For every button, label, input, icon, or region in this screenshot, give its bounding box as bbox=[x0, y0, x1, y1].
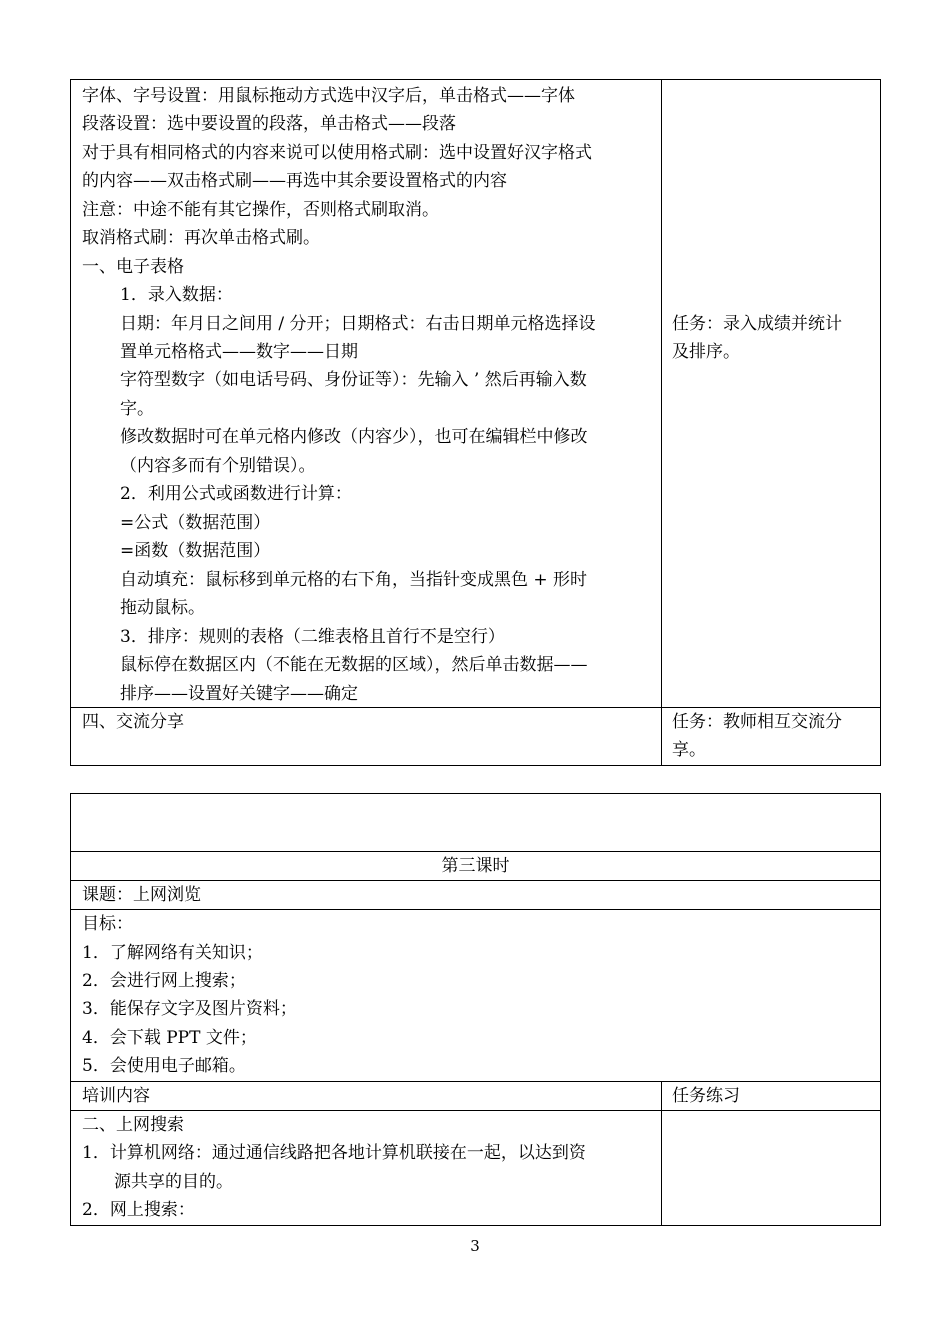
table-2-row-divider bbox=[70, 1081, 881, 1082]
text-line: 字符型数字（如电话号码、身份证等）：先输入 ’ 然后再输入数 bbox=[120, 370, 587, 390]
text-line: 日期：年月日之间用 / 分开；日期格式：右击日期单元格选择设 bbox=[120, 314, 596, 334]
text-line: 鼠标停在数据区内（不能在无数据的区域），然后单击数据—— bbox=[120, 655, 588, 675]
text-line: 排序——设置好关键字——确定 bbox=[120, 684, 358, 704]
text-line: 置单元格格式——数字——日期 bbox=[120, 342, 358, 362]
task-text: 及排序。 bbox=[672, 342, 740, 362]
column-header-tasks: 任务练习 bbox=[672, 1086, 740, 1106]
goal-item: 1．了解网络有关知识； bbox=[82, 943, 263, 963]
goal-item: 3．能保存文字及图片资料； bbox=[82, 999, 297, 1019]
table-2-row-divider bbox=[70, 909, 881, 910]
text-line: 3．排序：规则的表格（二维表格且首行不是空行） bbox=[120, 627, 505, 647]
table-2-row-divider bbox=[70, 880, 881, 881]
text-line: 段落设置：选中要设置的段落，单击格式——段落 bbox=[82, 114, 456, 134]
column-header-content: 培训内容 bbox=[82, 1086, 150, 1106]
goal-item: 5．会使用电子邮箱。 bbox=[82, 1056, 246, 1076]
text-line: 的内容——双击格式刷——再选中其余要设置格式的内容 bbox=[82, 171, 507, 191]
table-2-row-divider bbox=[70, 851, 881, 852]
section-heading: 二、上网搜索 bbox=[82, 1115, 184, 1135]
text-line: 取消格式刷：再次单击格式刷。 bbox=[82, 228, 320, 248]
text-line: 1．录入数据： bbox=[120, 285, 233, 305]
text-line: 修改数据时可在单元格内修改（内容少），也可在编辑栏中修改 bbox=[120, 427, 588, 447]
text-line: 对于具有相同格式的内容来说可以使用格式刷：选中设置好汉字格式 bbox=[82, 143, 592, 163]
text-line: 自动填充：鼠标移到单元格的右下角，当指针变成黑色 + 形时 bbox=[120, 570, 588, 590]
task-text: 任务：教师相互交流分 bbox=[672, 712, 842, 732]
goals-heading: 目标： bbox=[82, 914, 133, 934]
table-2-column-divider bbox=[661, 1081, 662, 1226]
table-1-column-divider bbox=[661, 79, 662, 766]
lesson-topic: 课题：上网浏览 bbox=[82, 885, 201, 905]
text-line: 拖动鼠标。 bbox=[120, 598, 205, 618]
text-line: 2．网上搜索： bbox=[82, 1200, 195, 1220]
text-line: 字。 bbox=[120, 399, 154, 419]
text-line: 2．利用公式或函数进行计算： bbox=[120, 484, 352, 504]
table-2-row-divider bbox=[70, 1110, 881, 1111]
goal-item: 2．会进行网上搜索； bbox=[82, 971, 246, 991]
text-line: =公式（数据范围） bbox=[120, 513, 271, 533]
section-heading: 一、电子表格 bbox=[82, 257, 184, 277]
text-line: 1．计算机网络：通过通信线路把各地计算机联接在一起，以达到资 bbox=[82, 1143, 586, 1163]
text-line: =函数（数据范围） bbox=[120, 541, 271, 561]
text-line: 注意：中途不能有其它操作，否则格式刷取消。 bbox=[82, 200, 439, 220]
text-line: （内容多而有个别错误）。 bbox=[120, 456, 316, 476]
lesson-title: 第三课时 bbox=[441, 856, 510, 876]
text-line: 字体、字号设置：用鼠标拖动方式选中汉字后，单击格式——字体 bbox=[82, 86, 575, 106]
goal-item: 4．会下载 PPT 文件； bbox=[82, 1028, 257, 1048]
text-line: 源共享的目的。 bbox=[114, 1172, 233, 1192]
table-1-row-divider bbox=[70, 707, 881, 708]
page-number: 3 bbox=[470, 1237, 480, 1255]
task-text: 任务：录入成绩并统计 bbox=[672, 314, 842, 334]
task-text: 享。 bbox=[672, 740, 706, 760]
section-heading: 四、交流分享 bbox=[82, 712, 184, 732]
